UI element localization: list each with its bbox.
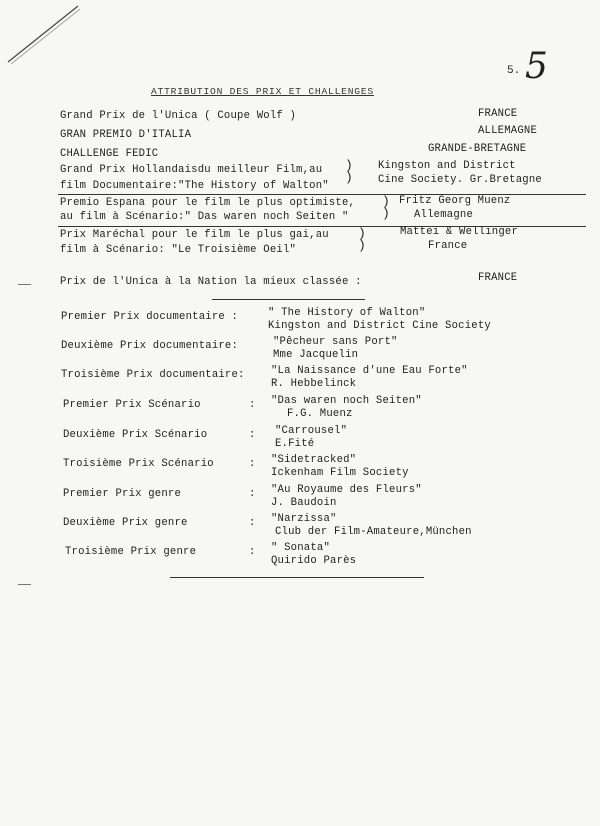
- prize-winner: ALLEMAGNE: [478, 125, 538, 137]
- prize-winner: Mattei & Wellinger: [400, 226, 519, 238]
- award-film: "Das waren noch Seiten": [271, 395, 422, 407]
- award-film: " The History of Walton": [268, 307, 426, 319]
- award-author: Ickenham Film Society: [271, 467, 409, 479]
- divider: [212, 299, 365, 300]
- award-film: "Carrousel": [275, 425, 348, 437]
- prize-winner: Cine Society. Gr.Bretagne: [378, 174, 542, 186]
- prize-winner: Allemagne: [414, 209, 474, 221]
- prize-name: Grand Prix Hollandaisdu meilleur Film,au: [60, 164, 323, 176]
- award-film: "Au Royaume des Fleurs": [271, 484, 422, 496]
- award-author: F.G. Muenz: [287, 408, 353, 420]
- award-prize: Troisième Prix Scénario: [63, 458, 214, 470]
- page-title: ATTRIBUTION DES PRIX ET CHALLENGES: [151, 86, 374, 97]
- brace-mark: ) ): [358, 226, 366, 253]
- award-author: E.Fité: [275, 438, 315, 450]
- award-colon: :: [249, 488, 256, 500]
- staple-mark-icon: [0, 0, 90, 70]
- award-author: J. Baudoin: [271, 497, 337, 509]
- brace-mark: ) ): [345, 158, 353, 185]
- prize-winner: Kingston and District: [378, 160, 516, 172]
- award-film: "Narzissa": [271, 513, 337, 525]
- prize-name: au film à Scénario:" Das waren noch Seiten ": [60, 211, 349, 223]
- award-prize: Premier Prix genre: [63, 488, 182, 500]
- handwritten-page-number: 5: [525, 46, 548, 87]
- award-author: R. Hebbelinck: [271, 378, 357, 390]
- prize-name: film à Scénario: "Le Troisième Oeil": [60, 244, 297, 256]
- award-prize: Deuxième Prix Scénario: [63, 429, 208, 441]
- prize-name: film Documentaire:"The History of Walton": [60, 180, 329, 192]
- award-prize: Troisième Prix genre: [65, 546, 197, 558]
- prize-name: Prix Maréchal pour le film le plus gai,au: [60, 229, 329, 241]
- punch-hole-mark: [18, 584, 31, 585]
- award-colon: :: [249, 399, 256, 411]
- award-film: "Sidetracked": [271, 454, 357, 466]
- award-prize: Premier Prix documentaire :: [61, 311, 239, 323]
- award-author: Club der Film-Amateure,München: [275, 526, 472, 538]
- award-colon: :: [249, 429, 256, 441]
- award-prize: Premier Prix Scénario: [63, 399, 201, 411]
- prize-winner: GRANDE-BRETAGNE: [428, 143, 527, 155]
- nation-prize-winner: FRANCE: [478, 272, 518, 284]
- award-colon: :: [249, 517, 256, 529]
- prize-winner: France: [428, 240, 468, 252]
- punch-hole-mark: [18, 284, 31, 285]
- prize-winner: FRANCE: [478, 108, 518, 120]
- award-prize: Troisième Prix documentaire:: [61, 369, 245, 381]
- prize-name: GRAN PREMIO D'ITALIA: [60, 129, 192, 141]
- divider: [170, 577, 424, 578]
- award-film: "La Naissance d'une Eau Forte": [271, 365, 468, 377]
- award-film: " Sonata": [271, 542, 331, 554]
- nation-prize-name: Prix de l'Unica à la Nation la mieux classée :: [60, 276, 362, 288]
- award-author: Mme Jacquelin: [273, 349, 359, 361]
- brace-mark: ) ): [382, 194, 390, 221]
- prize-name: Premio Espana pour le film le plus optimiste,: [60, 197, 356, 209]
- award-prize: Deuxième Prix genre: [63, 517, 188, 529]
- award-prize: Deuxième Prix documentaire:: [61, 340, 239, 352]
- page-number: 5.: [507, 65, 521, 77]
- award-film: "Pêcheur sans Port": [273, 336, 398, 348]
- award-author: Kingston and District Cine Society: [268, 320, 491, 332]
- award-author: Quirido Parès: [271, 555, 357, 567]
- award-colon: :: [249, 546, 256, 558]
- award-colon: :: [249, 458, 256, 470]
- prize-name: CHALLENGE FEDIC: [60, 148, 159, 160]
- prize-winner: Fritz Georg Muenz: [399, 195, 511, 207]
- prize-name: Grand Prix de l'Unica ( Coupe Wolf ): [60, 110, 297, 122]
